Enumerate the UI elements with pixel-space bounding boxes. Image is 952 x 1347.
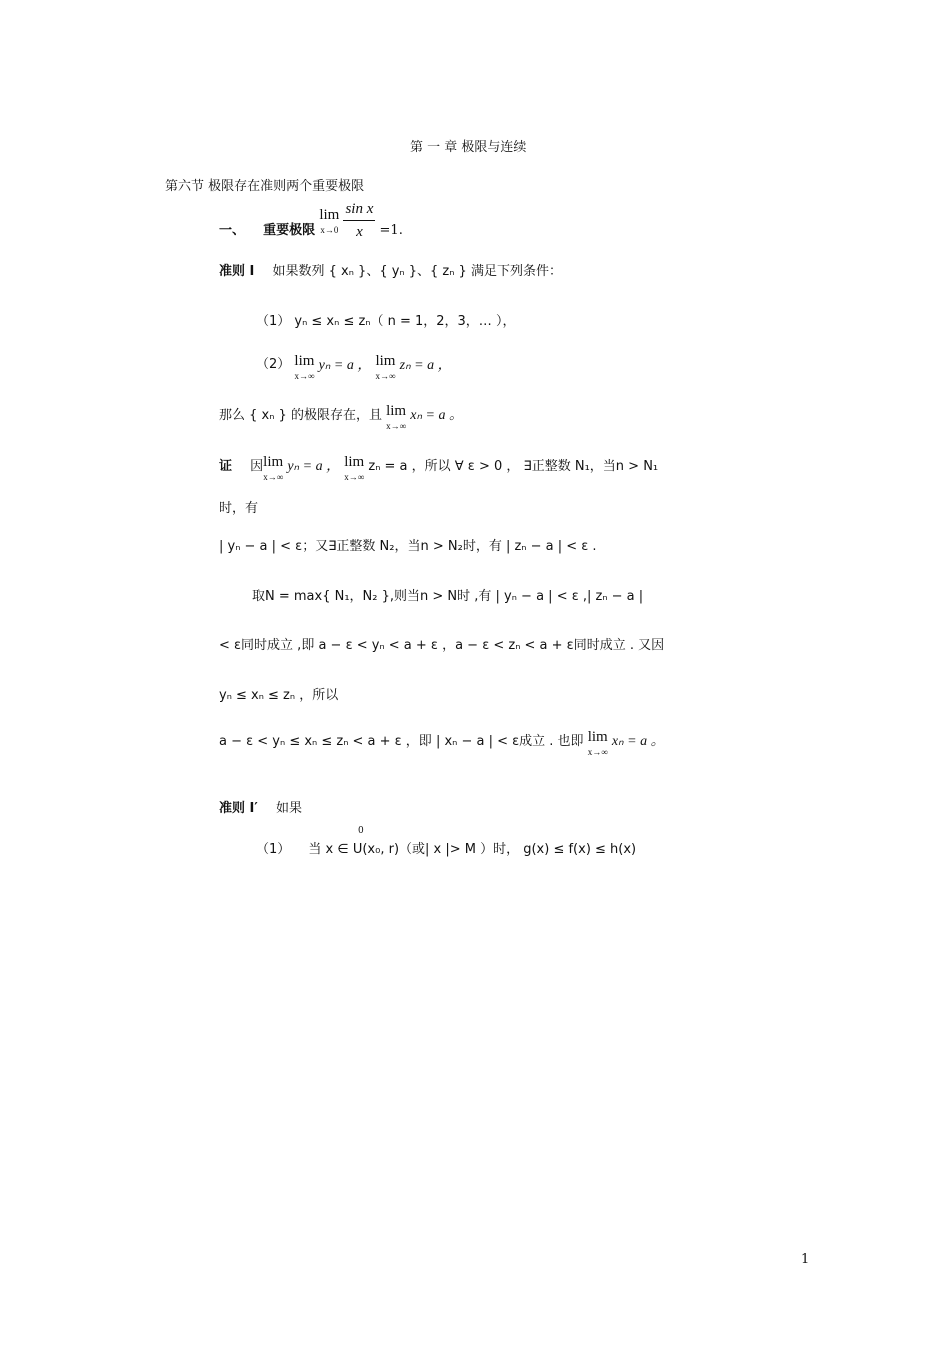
criterion-1-cond1: （1） yₙ ≤ xₙ ≤ zₙ（ n = 1，2，3，… ）， [256, 314, 516, 329]
heading-equals: =1. [379, 222, 403, 238]
proof-line-2: 时，有 [219, 501, 259, 516]
chapter-title: 第 一 章 极限与连续 [410, 140, 527, 155]
proof-line-6: yₙ ≤ xₙ ≤ zₙ ，所以 [219, 688, 339, 703]
neighborhood-zero-mark: 0 [358, 826, 364, 836]
lim-n-to-inf: lim x→∞ [294, 353, 315, 381]
section-title: 第六节 极限存在准则两个重要极限 [165, 179, 365, 194]
criterion-1-intro: 如果数列 { xₙ }、{ yₙ }、{ zₙ } 满足下列条件： [272, 264, 562, 279]
criterion-1p-title: 准则 I′ [219, 801, 258, 816]
lim-n-to-inf: lim x→∞ [386, 403, 407, 431]
sinx-over-x: $\frac{\text{sin x}}{x}$ [345, 201, 374, 240]
heading-important-limit [219, 198, 403, 243]
proof-line-4: 取N = max{ N₁，N₂ },则当n > N时 ,有 | yₙ − a | < ε ,| zₙ − a | [252, 589, 644, 604]
proof-label: 证 [219, 459, 233, 474]
criterion-1p-cond1: （1） 当 x ∈ U(x₀, r)（或| x |> M ）时， g(x) ≤ f(x) ≤ h(x) [256, 842, 637, 857]
lim-n-to-inf: lim x→∞ [263, 454, 284, 482]
criterion-1-title: 准则 I [219, 264, 255, 279]
heading-number: 一、 [219, 222, 246, 238]
criterion-1-cond2: （2） lim x→∞ yₙ = a ， lim x→∞ zₙ = a ， [256, 353, 452, 381]
proof-line-3: | yₙ − a | < ε；又∃正整数 N₂，当n > N₂时，有 | zₙ − a | < ε . [219, 539, 597, 554]
proof-line-1: 证 因 lim x→∞ yₙ = a ， lim x→∞ zₙ = a ，所以 ∀ ε > 0 ， ∃正整数 N₁，当n > N₁ [219, 454, 659, 482]
criterion-1-conclusion: 那么 { xₙ } 的极限存在，且 lim x→∞ xₙ = a 。 [219, 403, 463, 431]
criterion-1-line [219, 260, 562, 279]
heading-label: 重要极限 [263, 222, 316, 238]
lim-n-to-inf: lim x→∞ [344, 454, 365, 482]
lim-n-to-inf: lim x→∞ [587, 729, 608, 757]
proof-line-5: < ε同时成立 ,即 a − ε < yₙ < a + ε ，a − ε < zₙ < a + ε同时成立 . 又因 [219, 638, 665, 653]
criterion-1p-line: 准则 I′ 如果 [219, 801, 302, 816]
lim-x-to-0: lim x→0 [319, 207, 340, 235]
proof-line-7: a − ε < yₙ ≤ xₙ ≤ zₙ < a + ε ，即 | xₙ − a | < ε成立 . 也即 lim x→∞ xₙ = a 。 [219, 729, 665, 757]
lim-n-to-inf: lim x→∞ [375, 353, 396, 381]
page-number: 1 [801, 1252, 810, 1267]
